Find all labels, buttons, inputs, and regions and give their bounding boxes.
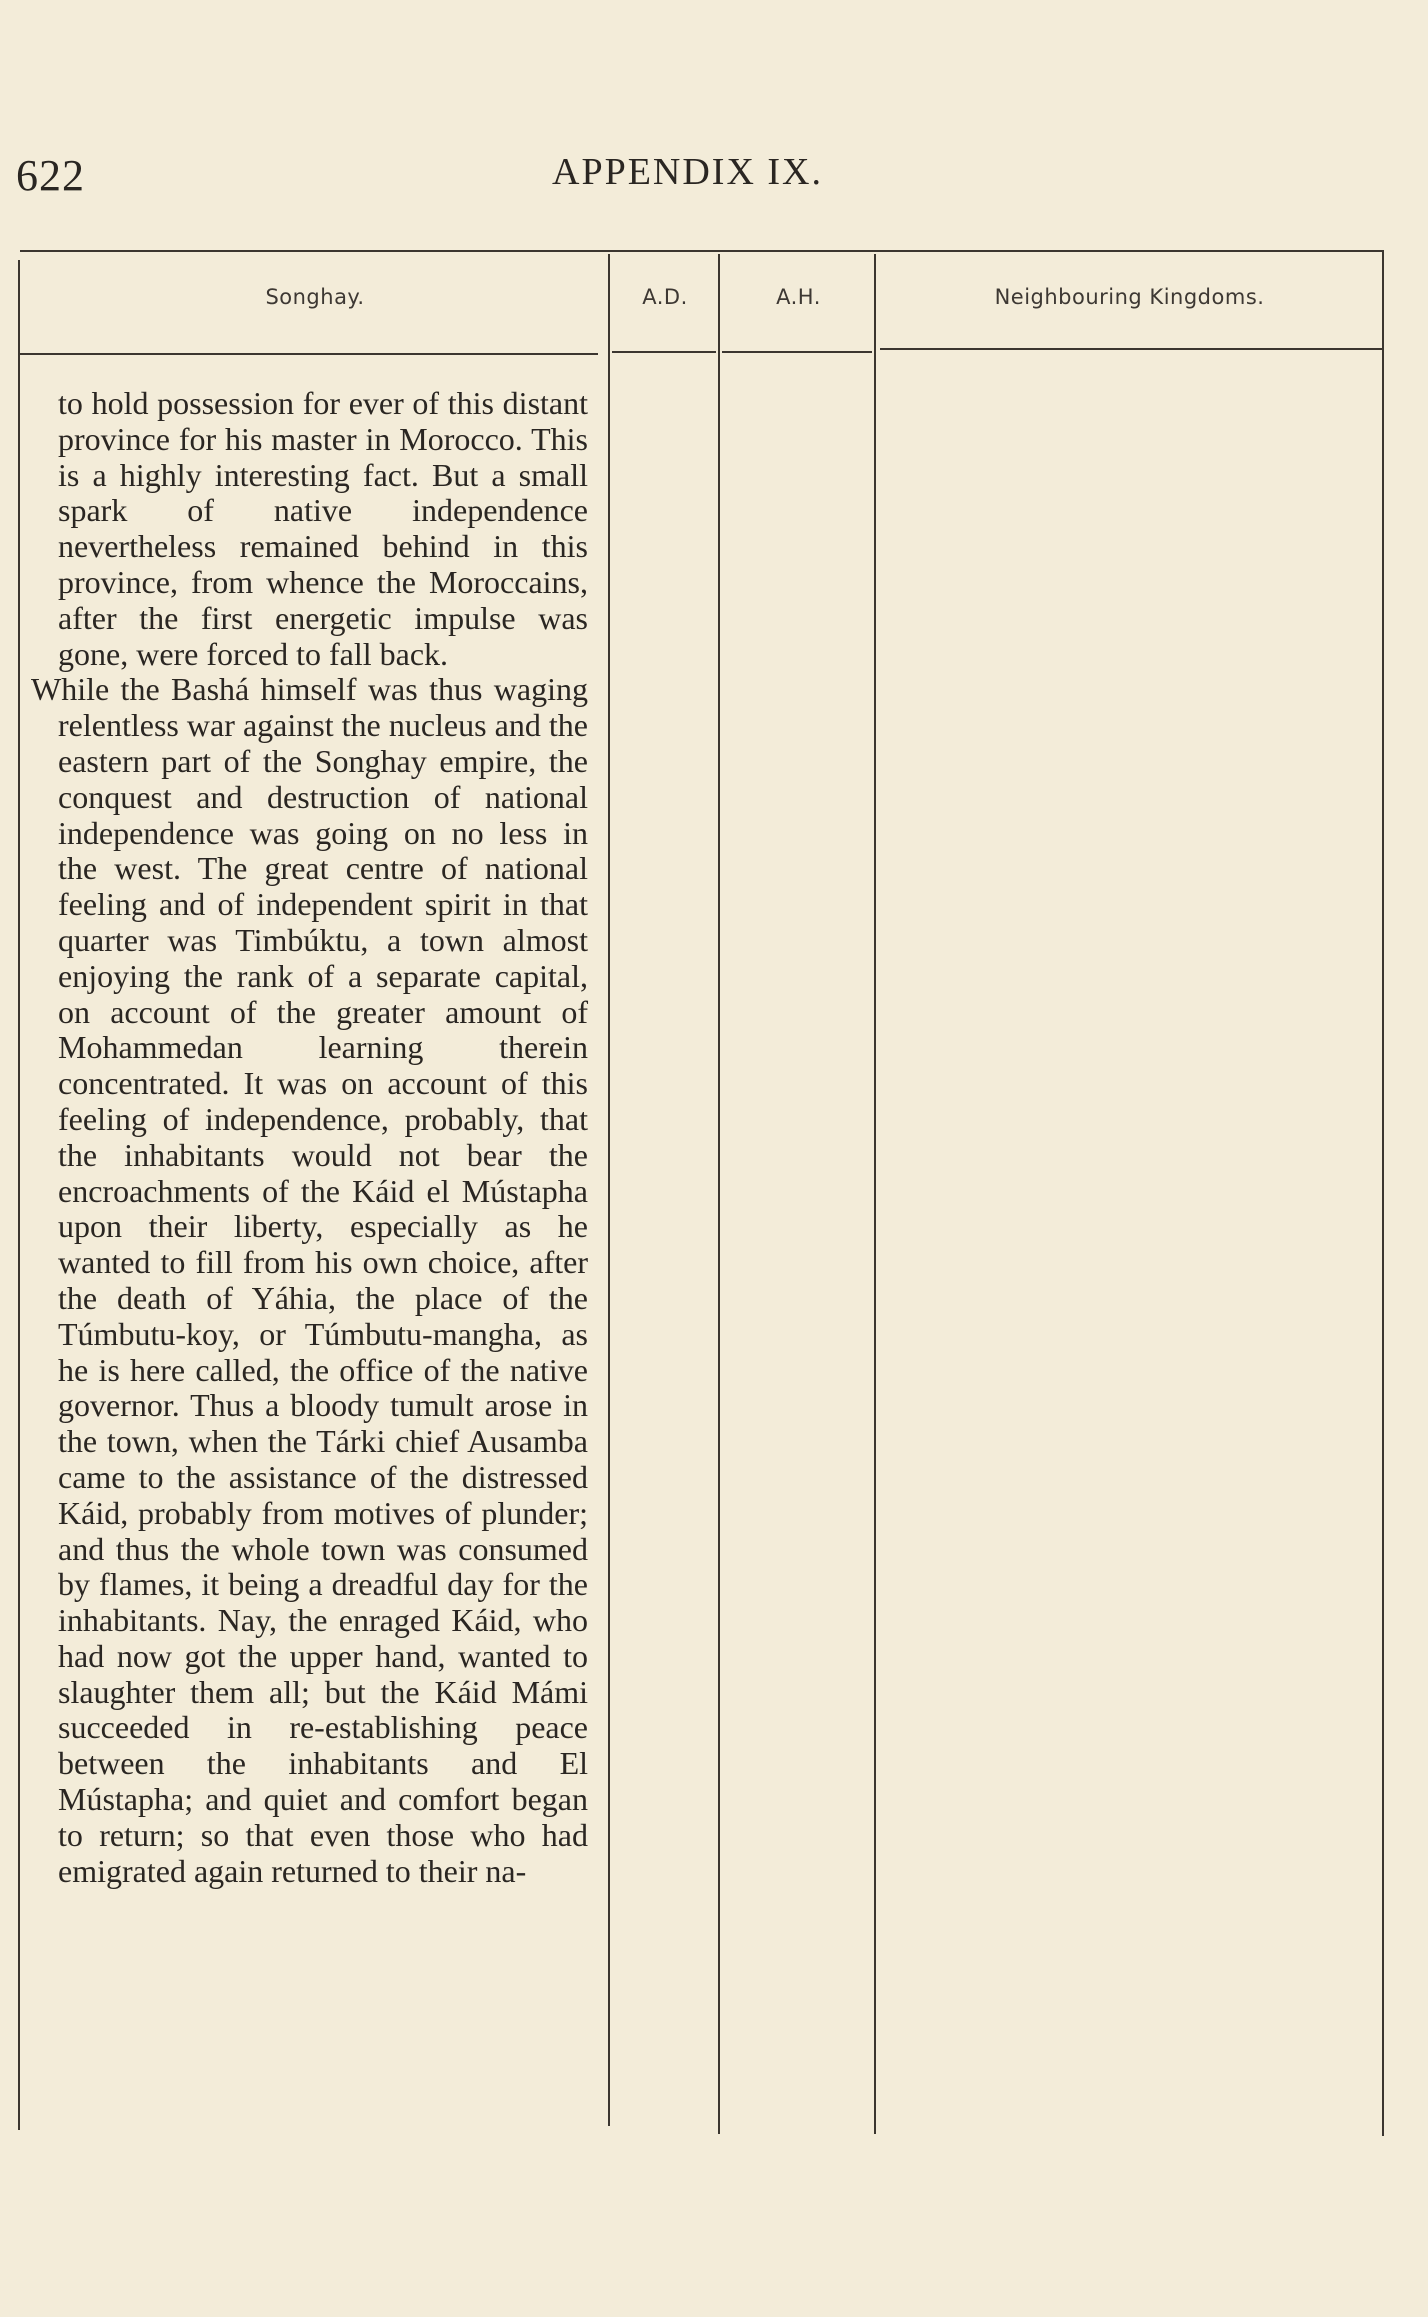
- column-divider: [874, 254, 876, 2134]
- header-bottom-rule: [612, 351, 716, 353]
- column-divider: [608, 254, 610, 2126]
- header-bottom-rule: [20, 353, 598, 355]
- column-divider: [18, 260, 20, 2130]
- column-header-ad: A.D.: [642, 285, 688, 309]
- column-header-songhay: Songhay.: [265, 285, 365, 309]
- column-header-ah: A.H.: [776, 285, 821, 309]
- header-bottom-rule: [880, 348, 1382, 350]
- header-bottom-rule: [722, 351, 872, 353]
- page-number: 622: [16, 151, 85, 200]
- songhay-column-text: [31, 385, 588, 1889]
- paragraph: While the Bashá himself was thus waging relentless war against the nucleus and the eastern part of the Songhay empire, the conquest and destruction of national independence was going on no less in the west. The great centre of national feeling and of independent spirit in that quarter was Timbúktu, a town almost enjoying the rank of a separate capital, on account of the greater amount of Mohammedan learning therein concentrated. It was on account of this feeling of independence, probably, that the inhabitants would not bear the encroachments of the Káid el Mústapha upon their liberty, especially as he wanted to fill from his own choice, after the death of Yáhia, the place of the Túmbutu-koy, or Túmbutu-mangha, as he is here called, the office of the native governor. Thus a bloody tumult arose in the town, when the Tárki chief Ausamba came to the assistance of the distressed Káid, probably from motives of plunder; and thus the whole town was consumed by flames, it being a dreadful day for the inhabitants. Nay, the enraged Káid, who had now got the upper hand, wanted to slaughter them all; but the Káid Mámi succeeded in re-establishing peace between the inhabitants and El Mústapha; and quiet and comfort began to return; so that even those who had emigrated again returned to their na-: [31, 671, 588, 1889]
- table-top-rule: [20, 250, 1382, 252]
- column-divider: [1382, 250, 1384, 2136]
- paragraph: to hold possession for ever of this distant province for his master in Morocco. This is a highly interesting fact. But a small spark of native independence nevertheless remained behind in this province, from whence the Moroccains, after the first energetic impulse was gone, were forced to fall back.: [58, 385, 588, 672]
- column-divider: [718, 254, 720, 2134]
- column-header-neighbouring-kingdoms: Neighbouring Kingdoms.: [994, 285, 1265, 309]
- running-head: APPENDIX IX.: [552, 151, 823, 193]
